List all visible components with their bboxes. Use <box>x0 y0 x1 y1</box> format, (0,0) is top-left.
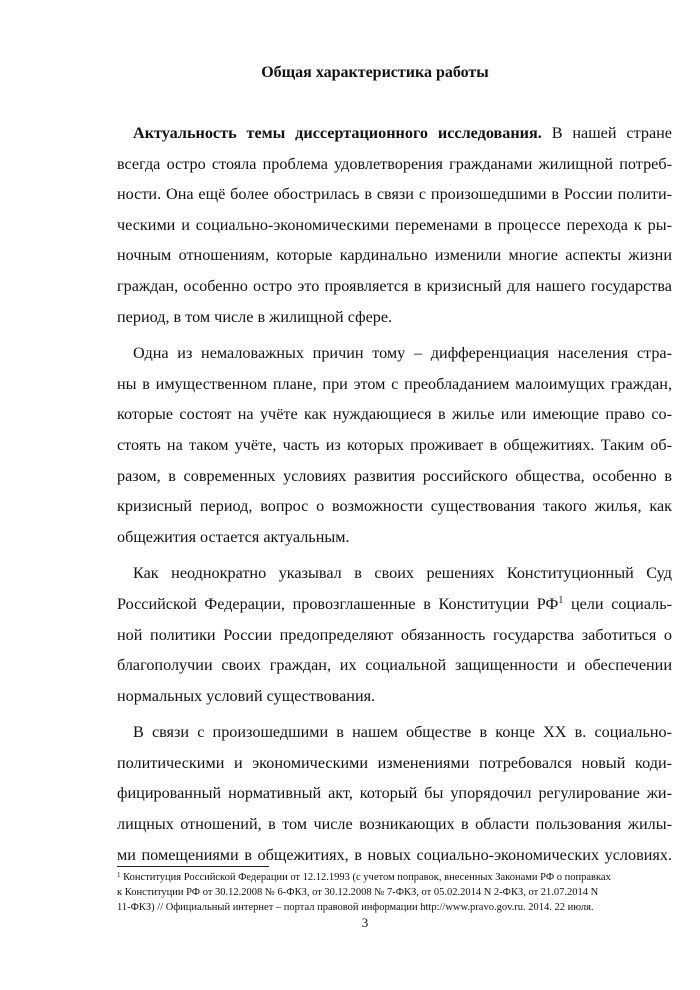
bold-lead: Актуальность темы диссертационного исследования. <box>133 124 542 142</box>
text-line: фицированный нормативный акт, который бы упорядочил регулирование жи- <box>117 784 672 803</box>
paragraph-3 <box>117 558 672 711</box>
footnote-line <box>117 870 672 885</box>
body-text <box>117 118 672 870</box>
footnote-reference: 1 <box>558 594 564 606</box>
page-number: 3 <box>361 915 369 930</box>
footnote <box>117 870 672 915</box>
text-line <box>117 118 672 149</box>
text-line: кризисный период, вопрос о возможности существования такого жилья, как <box>117 497 672 516</box>
paragraph-1 <box>117 118 672 332</box>
text-line: ны в имущественном плане, при этом с преобладанием малоимущих граждан, <box>117 374 672 393</box>
text-line: лищных отношений, в том числе возникающих в области пользования жилы- <box>117 815 672 834</box>
line-rest: цели социаль- <box>563 594 672 613</box>
footnote-separator <box>117 866 269 867</box>
text-line: благополучии своих граждан, их социальной защищенности и обеспечении <box>117 656 672 675</box>
paragraph-2 <box>117 338 672 552</box>
line-rest: В нашей стране <box>541 124 672 142</box>
text-line: политическими и экономическими изменениями потребовался новый коди- <box>117 753 672 772</box>
line-text: Российской Федерации, провозглашенные в Конституции РФ <box>117 594 559 613</box>
footnote-line: к Конституции РФ от 30.12.2008 № 6-ФКЗ, от 30.12.2008 № 7-ФКЗ, от 05.02.2014 N 2-ФКЗ, от 21.07.2014 N <box>117 887 599 898</box>
text-line: всегда остро стояла проблема удовлетворения гражданами жилищной потреб- <box>117 154 672 173</box>
text-line: В связи с произошедшими в нашем обществе в конце XX в. социально- <box>133 723 672 742</box>
text-line: граждан, особенно остро это проявляется в кризисный для нашего государства <box>117 276 672 295</box>
footnote-line: 11-ФКЗ) // Официальный интернет – портал правовой информации http://www.pravo.gov.ru. 2014. 22 июля. <box>117 902 594 913</box>
footnote-marker: 1 <box>117 871 121 879</box>
text-line: Как неоднократно указывал в своих решениях Конституционный Суд <box>133 564 672 583</box>
text-line: стоять на таком учёте, часть из которых проживает в общежитиях. Таким об- <box>117 435 672 454</box>
text-line: ности. Она ещё более обострилась в связи с произошедшими в России полити- <box>117 185 672 204</box>
text-line: ной политики России предопределяют обязанность государства заботиться о <box>117 625 672 644</box>
paragraph-4 <box>117 717 672 870</box>
text-line: период, в том числе в жилищной сфере. <box>117 307 393 326</box>
section-title: Общая характеристика работы <box>261 64 489 81</box>
text-line: общежития остается актуальным. <box>117 527 350 546</box>
text-line: которые состоят на учёте как нуждающиеся в жилье или имеющие право со- <box>117 405 672 424</box>
footnote-text: Конституция Российской Федерации от 12.12.1993 (с учетом поправок, внесенных Законами РФ о поправках <box>120 872 611 883</box>
text-line: ночным отношениям, которые кардинально изменили многие аспекты жизни <box>117 246 672 265</box>
text-line: ми помещениями в общежитиях, в новых социально-экономических условиях. <box>117 845 672 864</box>
text-line: разом, в современных условиях развития российского общества, особенно в <box>117 466 672 485</box>
text-line: нормальных условий существования. <box>117 686 376 705</box>
text-line: Одна из немаловажных причин тому – дифференциация населения стра- <box>133 344 672 363</box>
text-line <box>117 589 672 620</box>
text-line: ческими и социально-экономическими переменами в процессе перехода к ры- <box>117 215 672 234</box>
